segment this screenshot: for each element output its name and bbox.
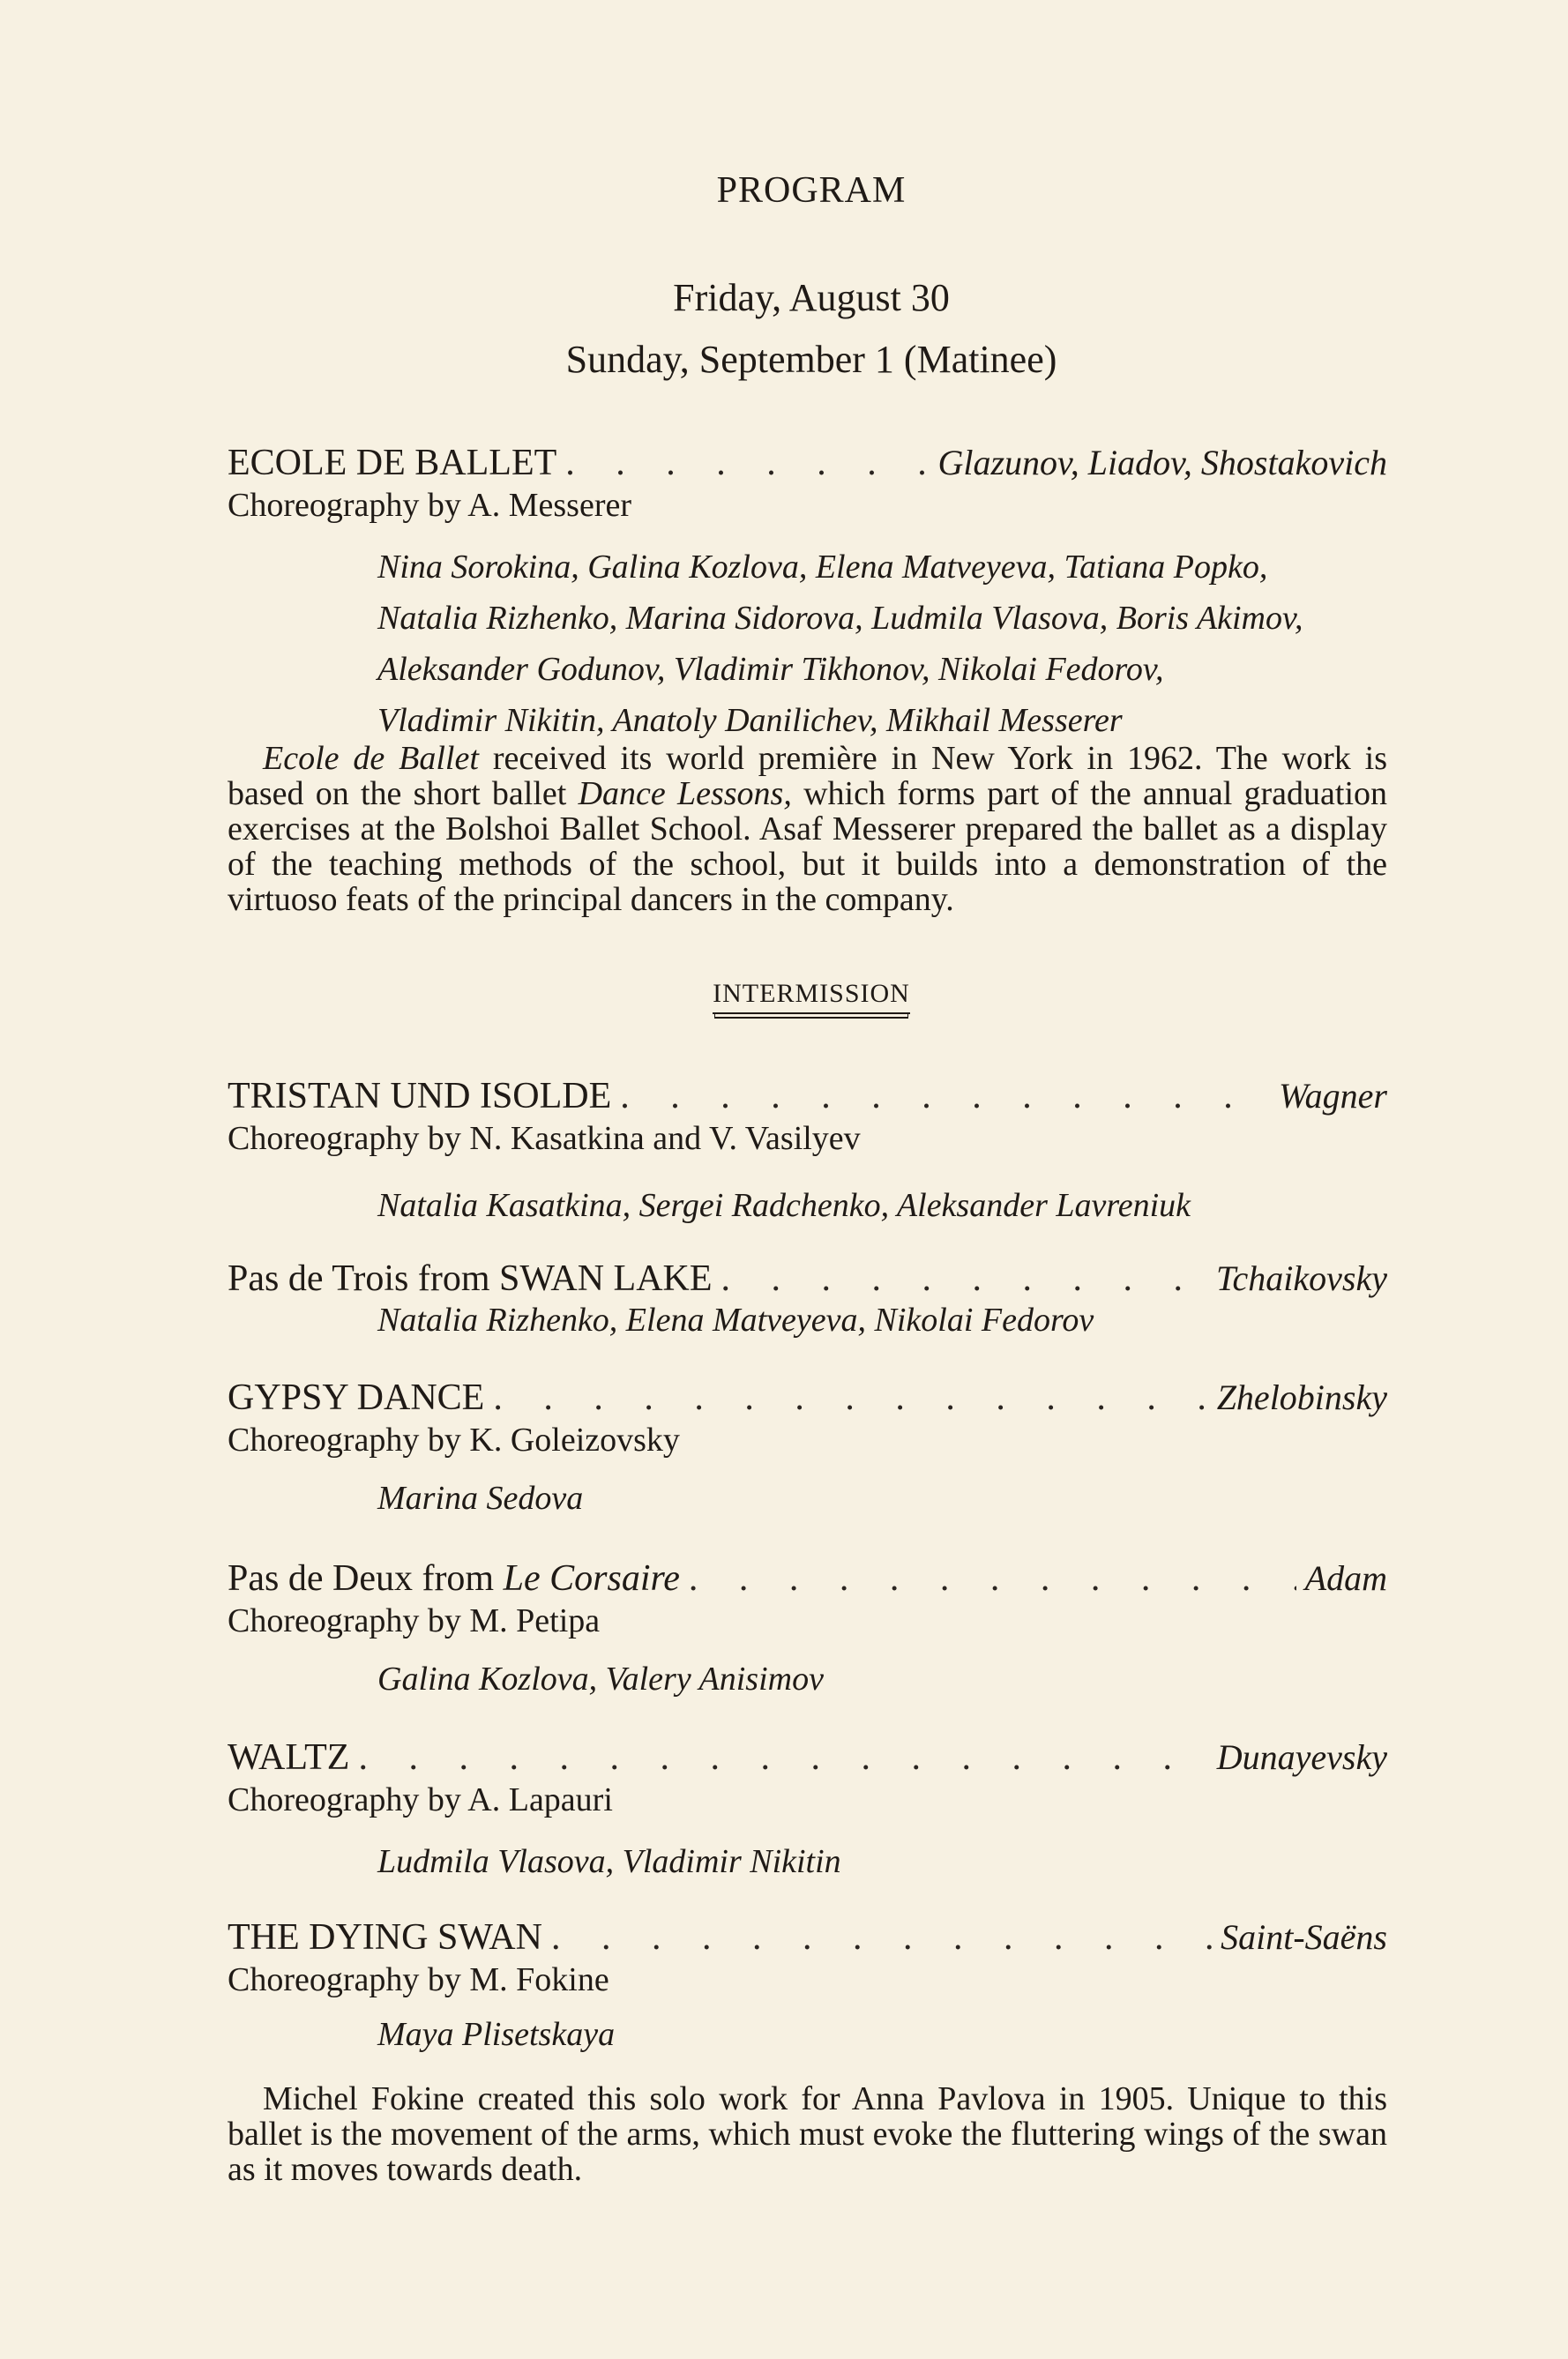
dancer-line: Aleksander Godunov, Vladimir Tikhonov, Nikolai Fedorov, — [377, 651, 1164, 688]
dot-leader — [620, 1074, 1270, 1118]
dot-leader — [358, 1736, 1207, 1780]
dancer-line: Ludmila Vlasova, Vladimir Nikitin — [377, 1843, 841, 1880]
description-text: received its world première in New York in 1962. The work is based on the short ballet — [228, 740, 1388, 812]
italic-ballet-name: Dance Lessons, — [578, 775, 792, 812]
dancer-line: Natalia Rizhenko, Elena Matveyeva, Nikolai Fedorov — [377, 1302, 1094, 1339]
work-le-corsaire-pas-de-deux — [228, 1556, 1387, 1641]
composer: Saint-Saëns — [1221, 1917, 1387, 1957]
work-title: WALTZ — [228, 1737, 350, 1778]
choreographer: Choreography by K. Goleizovsky — [228, 1422, 680, 1459]
dying-swan-description: Michel Fokine created this solo work for Anna Pavlova in 1905. Unique to this ballet is the movement of the arms, which must evoke the fluttering wings of the swan as it moves towards death. — [228, 2080, 1387, 2188]
dancer-line: Vladimir Nikitin, Anatoly Danilichev, Mikhail Messerer — [377, 702, 1123, 739]
dot-leader — [689, 1556, 1296, 1601]
composer: Wagner — [1279, 1076, 1387, 1116]
performance-date-2: Sunday, September 1 (Matinee) — [565, 338, 1057, 381]
ecole-description — [228, 741, 1387, 917]
composer: Dunayevsky — [1216, 1737, 1387, 1777]
dancer-list — [377, 1180, 1387, 1231]
dancer-line: Marina Sedova — [377, 1480, 584, 1517]
intermission-label: INTERMISSION — [713, 979, 910, 1014]
dancer-list — [377, 1473, 1387, 1524]
choreographer: Choreography by N. Kasatkina and V. Vasilyev — [228, 1120, 861, 1157]
work-title: THE DYING SWAN — [228, 1917, 542, 1958]
composer: Glazunov, Liadov, Shostakovich — [937, 443, 1387, 482]
dancer-list — [377, 541, 1387, 746]
work-the-dying-swan — [228, 1915, 1387, 2000]
choreographer: Choreography by A. Messerer — [228, 487, 632, 524]
description-text: which forms part of the annual graduation exercises at the Bolshoi Ballet School. Asaf Messerer prepared the ballet as a display of the teaching methods of the school, but it builds into a demonstration of the virtuoso feats of the principal dancers in the company. — [228, 775, 1387, 918]
dancer-line: Natalia Rizhenko, Marina Sidorova, Ludmila Vlasova, Boris Akimov, — [377, 600, 1303, 637]
italic-title: Ecole de Ballet — [263, 740, 479, 777]
work-title: ECOLE DE BALLET — [228, 443, 557, 483]
composer: Tchaikovsky — [1215, 1258, 1387, 1298]
dancer-list — [377, 1654, 1387, 1705]
work-title: Pas de Trois from SWAN LAKE — [228, 1258, 713, 1299]
title-prefix: Pas de Deux from — [228, 1558, 495, 1599]
title-italic: Le Corsaire — [503, 1558, 680, 1599]
dancer-line: Nina Sorokina, Galina Kozlova, Elena Matveyeva, Tatiana Popko, — [377, 549, 1268, 586]
dot-leader — [565, 441, 929, 485]
work-title — [228, 1556, 680, 1601]
work-title: TRISTAN UND ISOLDE — [228, 1076, 612, 1116]
dancer-line: Maya Plisetskaya — [377, 2016, 616, 2053]
work-waltz — [228, 1736, 1387, 1820]
intermission-heading — [0, 979, 1568, 1014]
choreographer: Choreography by M. Petipa — [228, 1602, 601, 1639]
work-title: GYPSY DANCE — [228, 1377, 485, 1418]
page-title: PROGRAM — [716, 170, 907, 211]
composer: Adam — [1304, 1558, 1387, 1598]
work-ecole-de-ballet — [228, 441, 1387, 526]
choreographer: Choreography by M. Fokine — [228, 1961, 609, 1998]
dancer-list — [377, 2009, 1387, 2060]
dancer-line: Natalia Kasatkina, Sergei Radchenko, Aleksander Lavreniuk — [377, 1187, 1191, 1224]
choreographer: Choreography by A. Lapauri — [228, 1781, 613, 1818]
composer: Zhelobinsky — [1216, 1377, 1387, 1417]
work-gypsy-dance — [228, 1376, 1387, 1460]
performance-date-1: Friday, August 30 — [673, 276, 950, 319]
dancer-list — [377, 1295, 1387, 1346]
dancer-list — [377, 1836, 1387, 1887]
dancer-line: Galina Kozlova, Valery Anisimov — [377, 1661, 824, 1698]
work-tristan-und-isolde — [228, 1074, 1387, 1159]
dot-leader — [551, 1915, 1212, 1960]
dot-leader — [493, 1376, 1207, 1420]
